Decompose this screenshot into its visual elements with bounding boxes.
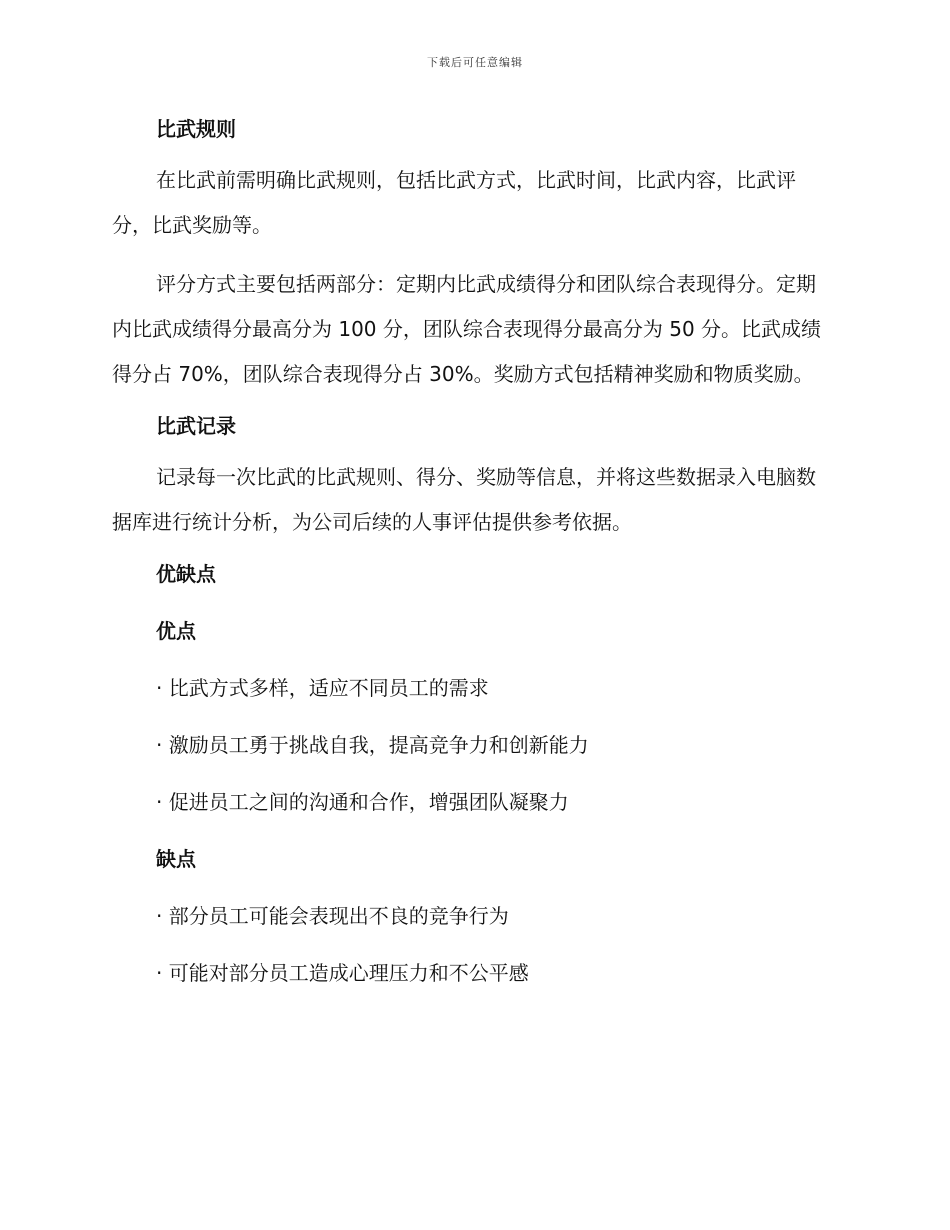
section-heading-pros: 优点	[156, 619, 196, 643]
cons-item: · 部分员工可能会表现出不良的竞争行为	[156, 904, 509, 928]
section-heading-pros-cons: 优缺点	[156, 562, 216, 586]
record-paragraph: 记录每一次比武的比武规则、得分、奖励等信息，并将这些数据录入电脑数据库进行统计分析，为公司后续的人事评估提供参考依据。	[112, 465, 816, 534]
cons-item: · 可能对部分员工造成心理压力和不公平感	[156, 961, 529, 985]
rules-paragraph-1: 在比武前需明确比武规则，包括比武方式，比武时间，比武内容，比武评分，比武奖励等。	[112, 168, 796, 237]
pros-item: · 比武方式多样，适应不同员工的需求	[156, 676, 489, 700]
header-note: 下载后可任意编辑	[427, 56, 523, 69]
pros-item: · 促进员工之间的沟通和合作，增强团队凝聚力	[156, 790, 569, 814]
section-heading-cons: 缺点	[156, 847, 196, 871]
pros-item: · 激励员工勇于挑战自我，提高竞争力和创新能力	[156, 733, 589, 757]
section-heading-record: 比武记录	[156, 414, 236, 438]
document-body	[112, 114, 832, 988]
section-heading-rules: 比武规则	[156, 117, 236, 141]
rules-paragraph-2: 评分方式主要包括两部分：定期内比武成绩得分和团队综合表现得分。定期内比武成绩得分最高分为 100 分，团队综合表现得分最高分为 50 分。比武成绩得分占 70%，团队综合表现得分占 30%。奖励方式包括精神奖励和物质奖励。	[112, 272, 822, 386]
